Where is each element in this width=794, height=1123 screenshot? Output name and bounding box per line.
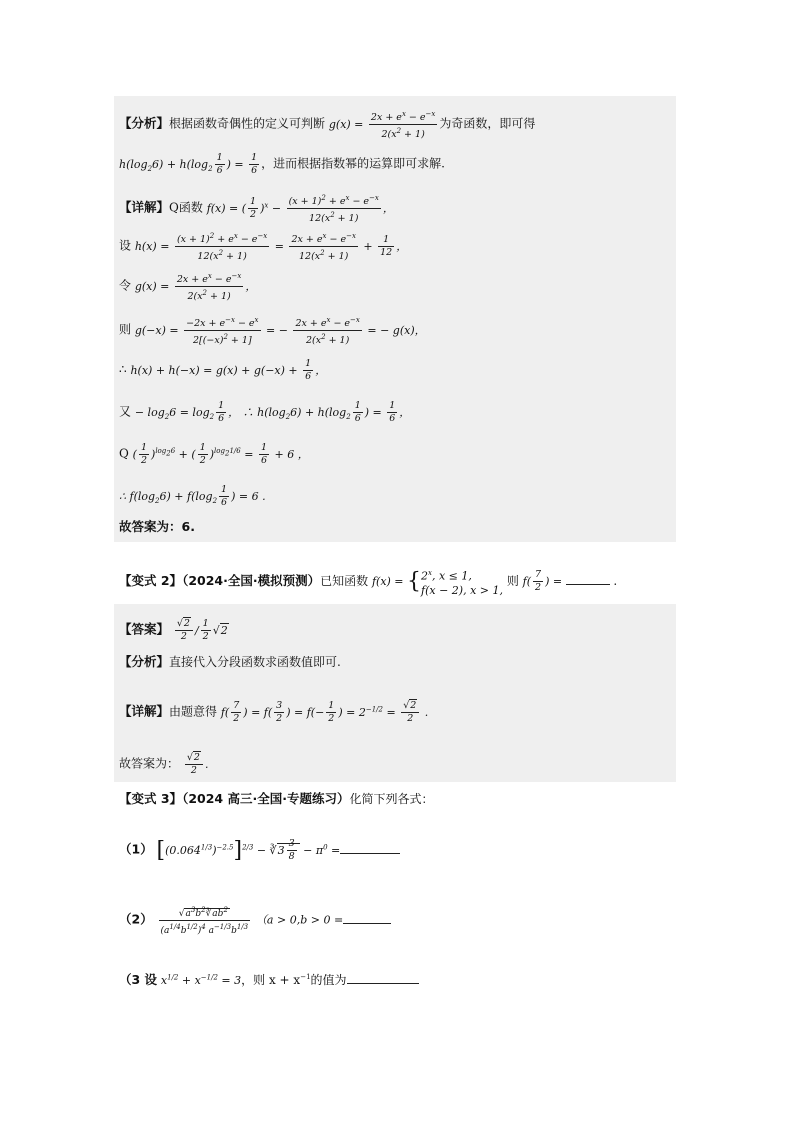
variant-2-question: 【变式 2】（2024·全国·模拟预测）已知函数 $f(x) = \{2^x$, x ≤ 1, f(x − 2), x > 1, 则 f( $\frac{7}{2}$ ) = . <box>119 568 618 597</box>
variant-2-source: （2024·全国·模拟预测） <box>182 572 321 588</box>
f-sum: ∴ $f(\log_26) + f(\log_2$ $\frac{1}{6}$ ) = 6 . <box>119 484 266 508</box>
analysis-2 <box>119 656 341 669</box>
answer-value: $\frac{√2}{2}$ / $\frac{1}{2}$ √2 <box>176 618 228 642</box>
analysis-text-3: ，进而根据指数幂的运算即可求解. <box>261 156 445 171</box>
answer-2 <box>119 618 229 643</box>
analysis-2-label: 【分析】 <box>119 654 170 669</box>
set-h-label: 设 <box>119 238 132 253</box>
q-label: Q <box>119 446 129 461</box>
f-seven-half: f( $\frac{7}{2}$ ) = <box>522 569 566 594</box>
h-log-formula: $h(\log_26) + h(\log_2$ $\frac{1}{6}$ ) = $\frac{1}{6}$ <box>119 152 258 176</box>
variant-2-label: 【变式 2】 <box>119 572 183 588</box>
answer-1: 故答案为：6. <box>119 519 195 534</box>
so-label: ∴ <box>119 362 127 377</box>
question-3: （3 设 $x^{1/2} + x^{-1/2} = 3$，则 $x + x^{-1}$的值为 <box>119 974 419 987</box>
h-sum: h(x) + h(−x) = g(x) + g(−x) + $\frac{1}{6}$ ， <box>130 358 327 382</box>
h-definition: h(x) = $\frac{(x + 1)^2 + e^x - e^{-x}}{12(x^2 + 1)}$ = $\frac{2x + e^x - e^{-x}}{12(x^2 + 1)}$ + $\frac{1}{12}$ ， <box>134 232 408 263</box>
q2-condition: （a > 0,b > 0 = <box>255 913 344 927</box>
g-formula: g(x) = $\frac{2x + e^x - e^{-x}}{2(x^2 + 1)}$ <box>328 110 436 141</box>
variant-3-text: 化简下列各式： <box>349 792 434 806</box>
answer-blank-q2 <box>343 923 391 924</box>
q1-expression: $[(0.064^{1/3})^{-2.5}]^{2/3}$ − ∛3 $\frac{3}{8}$ − $\pi^0$ = <box>156 837 341 863</box>
also-label: 又 <box>119 404 132 419</box>
detail-1-line-7 <box>119 442 309 467</box>
q3-expression: $x^{1/2} + x^{-1/2} = 3$ <box>160 973 242 987</box>
analysis-1-line-2 <box>119 152 445 177</box>
detail-2-label: 【详解】 <box>119 703 170 719</box>
detail-2-formula: f( $\frac{7}{2}$ ) = f( $\frac{3}{2}$ ) = f(− $\frac{1}{2}$ ) = $2^{-1/2}$ = $\frac{√2}{2}$ . <box>220 700 429 724</box>
detail-1-line-5 <box>119 358 326 383</box>
q3-label: （3 设 <box>119 972 158 987</box>
analysis-text-2: 为奇函数，即可得 <box>439 116 536 131</box>
then-label: 则 <box>119 322 132 337</box>
answer-blank-q3 <box>347 983 419 984</box>
detail-1-line-6 <box>119 400 410 425</box>
analysis-1-line-1 <box>119 108 535 141</box>
log-identity: − $\log_26 = \log_2$ $\frac{1}{6}$ ， ∴ $h(\log_26) + h(\log_2$ $\frac{1}{6}$ ) = $\frac{1}{6}$ ， <box>134 400 411 424</box>
question-2 <box>119 904 391 937</box>
variant-3-label: 【变式 3】 <box>119 791 183 806</box>
detail-2-text: 由题意得 <box>169 704 218 719</box>
detail-1-line-1 <box>119 192 394 225</box>
power-sum: ( $\frac{1}{2}$ )$^{log_26}$ + ( $\frac{1}{2}$ )$^{log_21/6}$ = $\frac{1}{6}$ + 6 ， <box>132 442 309 466</box>
question-1 <box>119 838 400 863</box>
q2-label: （2） <box>119 911 153 927</box>
let-g-label: 令 <box>119 278 132 293</box>
answer-blank-2 <box>566 584 610 585</box>
q3-text-2: 的值为 <box>310 973 347 987</box>
q1-label: （1） <box>119 841 153 857</box>
detail-1-line-2 <box>119 230 407 263</box>
answer-2-value: $\frac{√2}{2}$ . <box>186 752 209 776</box>
f-definition: f(x) = ( $\frac{1}{2}$ )$^x$ − $\frac{(x + 1)^2 + e^x - e^{-x}}{12(x^2 + 1)}$ ， <box>206 194 394 225</box>
answer-2-final <box>119 752 208 777</box>
detail-1-line-8 <box>119 484 266 509</box>
detail-2 <box>119 700 428 725</box>
answer-2-text: 故答案为： <box>119 756 180 771</box>
variant-2-then: 则 <box>506 573 519 588</box>
detail-1-line-3 <box>119 270 256 303</box>
detail-label: 【详解】 <box>119 199 170 215</box>
detail-1-line-4 <box>119 314 426 347</box>
q2-expression: $\frac{√a^3b^2∛ab^2}{(a^{1/4}b^{1/2})^4 a^{-1/3}b^{1/3}}$ <box>160 906 249 936</box>
variant-2-text: 已知函数 <box>320 573 369 588</box>
variant-3-question <box>119 793 433 806</box>
answer-label: 【答案】 <box>119 621 170 637</box>
q3-text: ，则 x + x <box>241 973 301 987</box>
variant-3-source: （2024 高三·全国·专题练习） <box>182 791 350 806</box>
answer-blank-q1 <box>340 853 400 854</box>
analysis-label: 【分析】 <box>119 115 170 131</box>
g-definition: g(x) = $\frac{2x + e^x - e^{-x}}{2(x^2 + 1)}$ ， <box>134 272 257 303</box>
piecewise-f: $f(x) = \{2^x$, x ≤ 1, f(x − 2), x > 1, <box>371 568 503 597</box>
analysis-2-text: 直接代入分段函数求函数值即可. <box>169 655 341 669</box>
detail-prefix: Q函数 <box>169 200 203 215</box>
analysis-text: 根据函数奇偶性的定义可判断 <box>169 116 326 131</box>
g-odd-proof: g(−x) = $\frac{-2x + e^{-x} - e^x}{2[(-x)^2 + 1]}$ = − $\frac{2x + e^x - e^{-x}}{2(x^2 + 1)}$ = − g(x)， <box>134 316 426 347</box>
